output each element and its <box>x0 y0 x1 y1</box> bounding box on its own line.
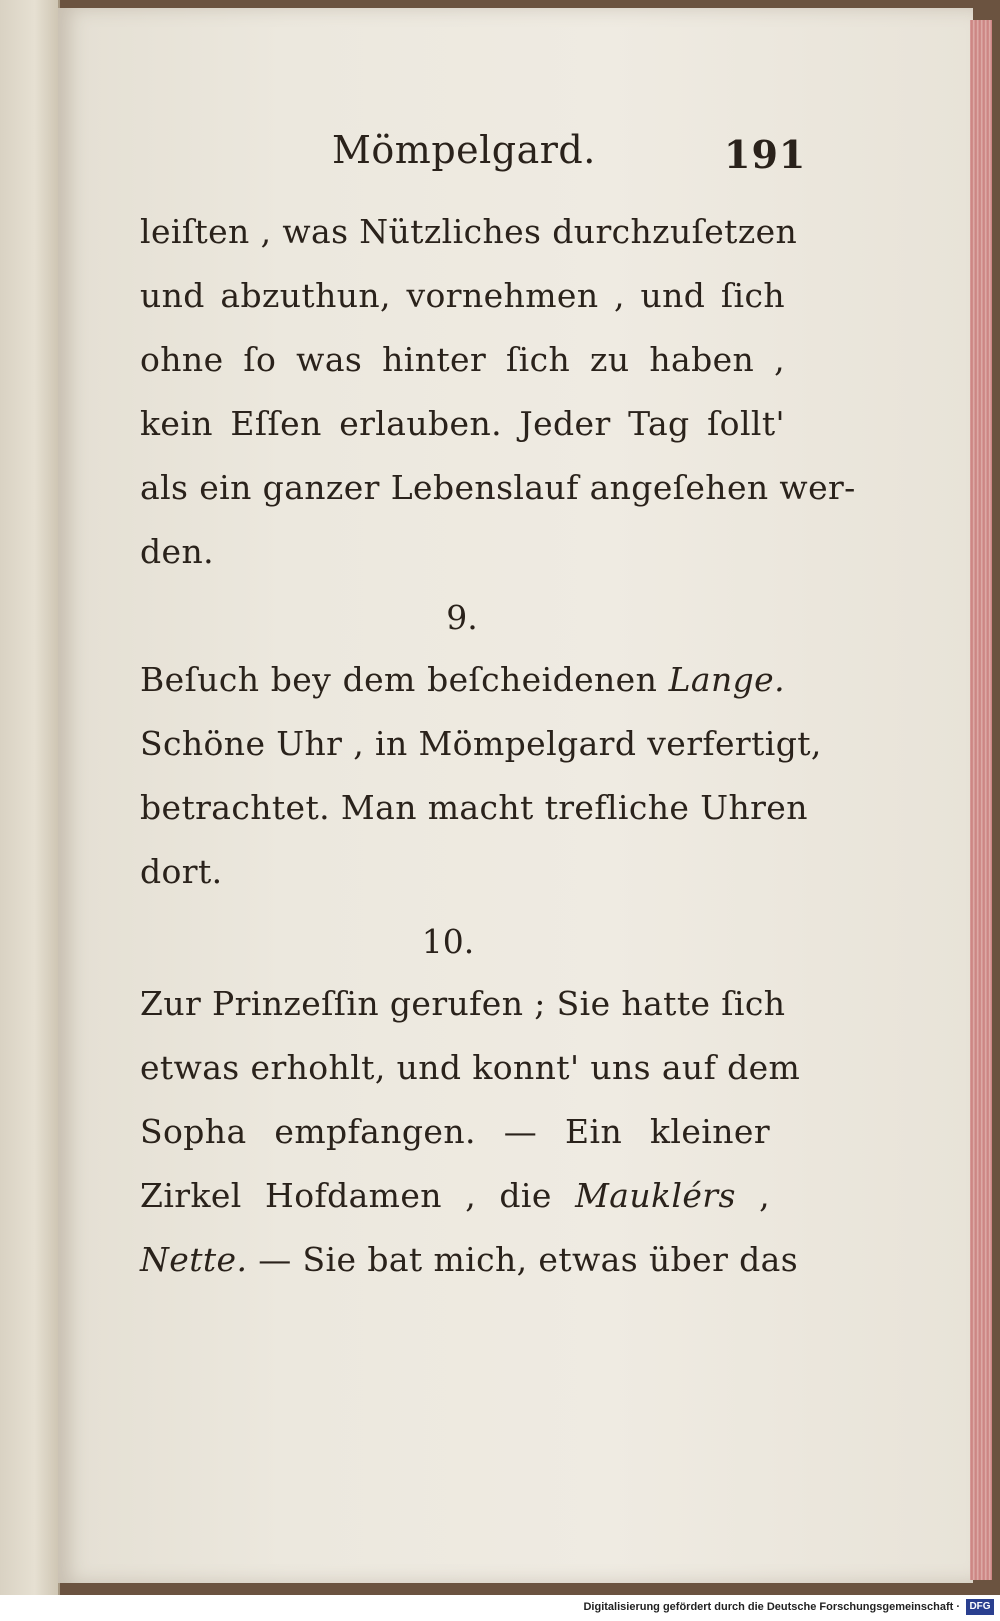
text-line <box>140 1240 799 1280</box>
text-line: dort. <box>140 852 223 891</box>
text-line <box>140 1176 770 1216</box>
section-number: 10. <box>421 922 475 961</box>
text-line: kein Eſſen erlauben. Jeder Tag ſollt' <box>140 404 785 443</box>
text-line <box>140 660 785 700</box>
page-header <box>58 128 818 178</box>
text-line: den. <box>140 532 214 571</box>
text-segment: Beſuch bey dem beſcheidenen <box>140 660 669 699</box>
text-line: Sopha empfangen. — Ein kleiner <box>140 1112 770 1151</box>
text-line: Zur Prinzeſſin gerufen ; Sie hatte ſich <box>140 984 786 1023</box>
name-mauklers: Mauklérs <box>575 1176 736 1215</box>
red-page-edges <box>970 20 992 1580</box>
text-line: Schöne Uhr , in Mömpelgard verfertigt, <box>140 724 822 763</box>
funding-credit: Digitalisierung gefördert durch die Deutsche Forschungsgemeinschaft · <box>583 1601 960 1613</box>
name-nette: Nette. <box>140 1240 248 1279</box>
digitization-footer <box>0 1595 1000 1621</box>
section-number: 9. <box>446 598 478 637</box>
text-line: als ein ganzer Lebenslauf angeſehen wer- <box>140 468 856 507</box>
name-lange: Lange. <box>668 660 785 699</box>
text-segment: , <box>735 1176 771 1215</box>
text-segment: Zirkel Hofdamen , die <box>140 1176 576 1215</box>
page-number: 191 <box>724 132 807 177</box>
text-line: ohne ſo was hinter ſich zu haben , <box>140 340 785 379</box>
dfg-logo-icon: DFG <box>966 1599 994 1615</box>
text-line: betrachtet. Man macht trefliche Uhren <box>140 788 808 827</box>
running-head: Mömpelgard. <box>332 128 596 172</box>
text-segment: — Sie bat mich, etwas über das <box>247 1240 799 1279</box>
text-line: und abzuthun, vornehmen , und ſich <box>140 276 785 315</box>
text-line: leiſten , was Nützliches durchzuſetzen <box>140 212 798 251</box>
text-line: etwas erhohlt, und konnt' uns auf dem <box>140 1048 801 1087</box>
previous-page-edge <box>0 0 60 1595</box>
